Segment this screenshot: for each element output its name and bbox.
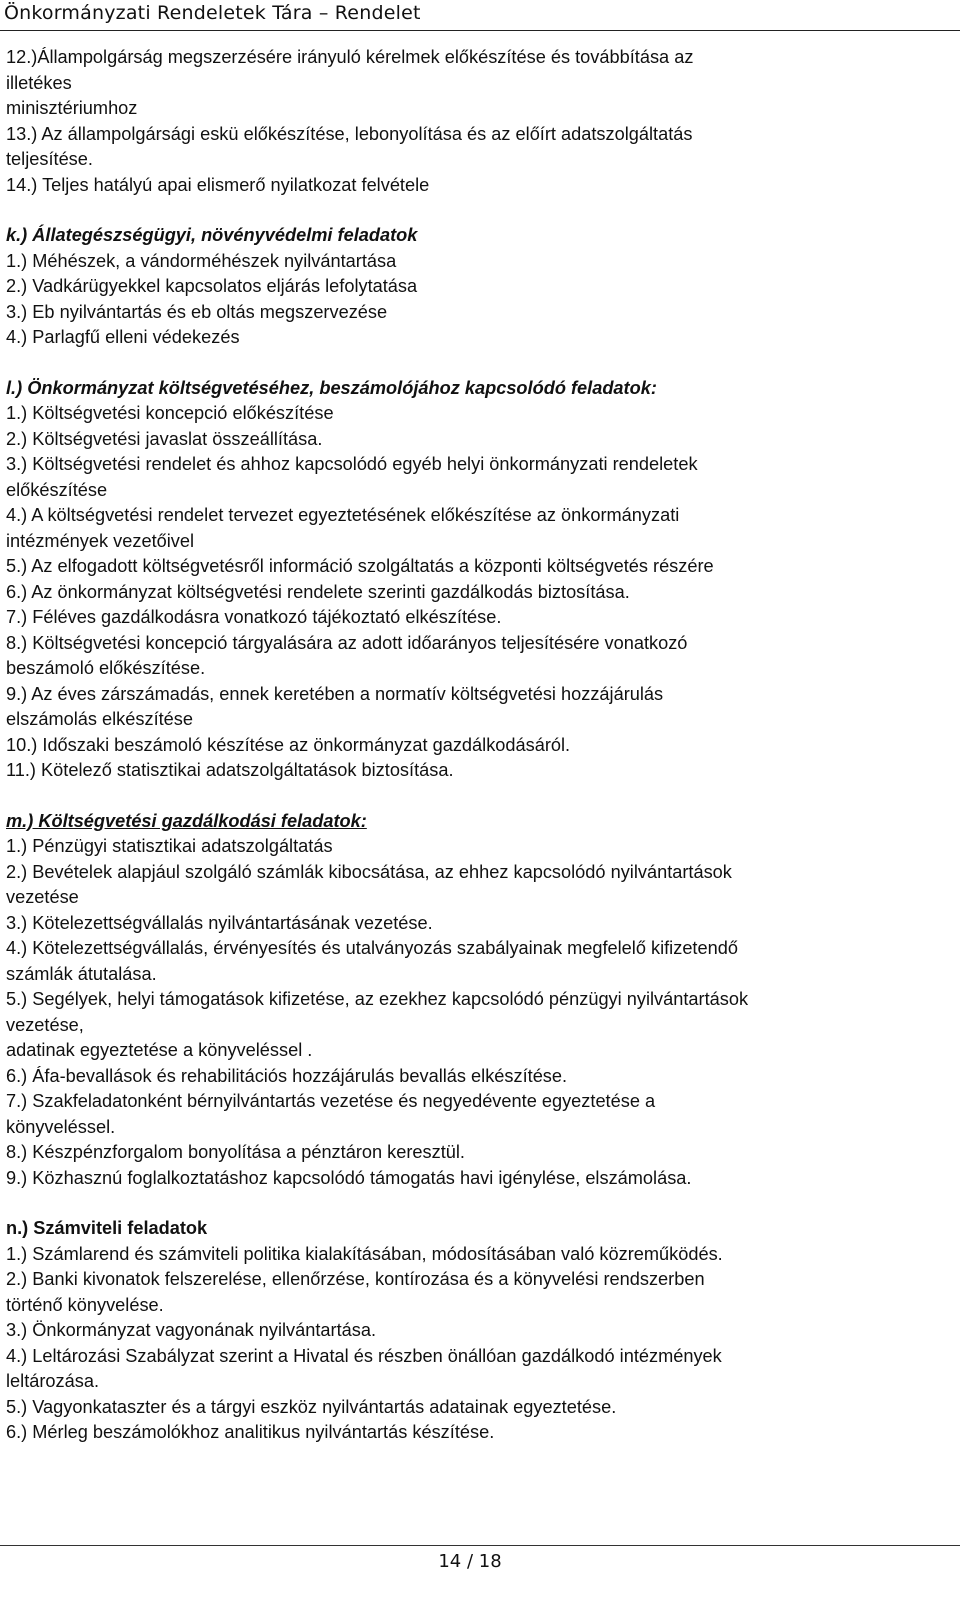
section-heading: k.) Állategészségügyi, növényvédelmi feladatok — [6, 225, 418, 245]
list-item: 6.) Mérleg beszámolókhoz analitikus nyilvántartás készítése. — [6, 1422, 495, 1442]
list-item: 1.) Méhészek, a vándorméhészek nyilvántartása — [6, 250, 397, 271]
section-heading: m.) Költségvetési gazdálkodási feladatok: — [6, 810, 367, 831]
text-line: illetékes — [6, 72, 72, 93]
list-item: 8.) Készpénzforgalom bonyolítása a pénztáron keresztül. — [6, 1142, 465, 1162]
list-item: 2.) Költségvetési javaslat összeállítása. — [6, 428, 323, 449]
list-item: 9.) Közhasznú foglalkoztatáshoz kapcsolódó támogatás havi igénylése, elszámolása. — [6, 1167, 692, 1188]
section-n — [6, 1216, 946, 1446]
list-item: előkészítése — [6, 479, 108, 500]
list-item: vezetése, — [6, 1014, 84, 1035]
list-item: 7.) Féléves gazdálkodásra vonatkozó tájékoztató elkészítése. — [6, 607, 502, 627]
text-line: 12.)Állampolgárság megszerzésére irányuló kérelmek előkészítése és továbbítása az — [6, 47, 694, 67]
section-heading: n.) Számviteli feladatok — [6, 1218, 208, 1238]
list-item: 4.) Kötelezettségvállalás, érvényesítés és utalványozás szabályainak megfelelő kifizetendő — [6, 938, 738, 958]
list-item: 6.) Az önkormányzat költségvetési rendelete szerinti gazdálkodás biztosítása. — [6, 581, 630, 602]
list-item: 3.) Önkormányzat vagyonának nyilvántartása. — [6, 1320, 377, 1340]
list-item: 3.) Kötelezettségvállalás nyilvántartásának vezetése. — [6, 912, 433, 933]
list-item: beszámoló előkészítése. — [6, 658, 206, 678]
list-item: 6.) Áfa-bevallások és rehabilitációs hozzájárulás bevallás elkészítése. — [6, 1065, 568, 1086]
list-item: 3.) Eb nyilvántartás és eb oltás megszervezése — [6, 301, 388, 322]
list-item: vezetése — [6, 887, 79, 907]
list-item: 4.) Parlagfű elleni védekezés — [6, 327, 240, 347]
section-m — [6, 809, 946, 1192]
list-item: intézmények vezetőivel — [6, 530, 195, 551]
list-item: 11.) Kötelező statisztikai adatszolgáltatások biztosítása. — [6, 760, 454, 780]
list-item: 4.) A költségvetési rendelet tervezet egyeztetésének előkészítése az önkormányzati — [6, 505, 680, 525]
page-number: 14 / 18 — [438, 1551, 502, 1572]
list-item: 2.) Bevételek alapjául szolgáló számlák kibocsátása, az ehhez kapcsolódó nyilvántartások — [6, 861, 732, 882]
text-line: teljesítése. — [6, 149, 93, 169]
list-item: 9.) Az éves zárszámadás, ennek keretében a normatív költségvetési hozzájárulás — [6, 683, 664, 704]
footer-divider — [0, 1545, 960, 1546]
list-item: 5.) Vagyonkataszter és a tárgyi eszköz nyilvántartás adatainak egyeztetése. — [6, 1396, 617, 1417]
list-item: leltározása. — [6, 1371, 100, 1391]
list-item: 1.) Pénzügyi statisztikai adatszolgáltatás — [6, 836, 333, 856]
list-item: történő könyvelése. — [6, 1294, 164, 1315]
intro-block — [6, 45, 946, 198]
section-l — [6, 376, 946, 784]
list-item: 1.) Számlarend és számviteli politika kialakításában, módosításában való közreműködés. — [6, 1243, 723, 1264]
text-line: 14.) Teljes hatályú apai elismerő nyilatkozat felvétele — [6, 174, 430, 195]
list-item: 3.) Költségvetési rendelet és ahhoz kapcsolódó egyéb helyi önkormányzati rendeletek — [6, 454, 698, 474]
document-body — [6, 45, 946, 1446]
list-item: 5.) Az elfogadott költségvetésről információ szolgáltatás a központi költségvetés részére — [6, 556, 714, 576]
text-line: minisztériumhoz — [6, 98, 138, 118]
section-heading: l.) Önkormányzat költségvetéséhez, beszámolójához kapcsolódó feladatok: — [6, 377, 657, 398]
list-item: 2.) Vadkárügyekkel kapcsolatos eljárás lefolytatása — [6, 276, 418, 296]
text-line: 13.) Az állampolgársági eskü előkészítése, lebonyolítása és az előírt adatszolgáltatás — [6, 123, 693, 144]
list-item: adatinak egyeztetése a könyveléssel . — [6, 1040, 313, 1060]
list-item: 1.) Költségvetési koncepció előkészítése — [6, 403, 334, 423]
section-k — [6, 223, 946, 351]
list-item: 7.) Szakfeladatonként bérnyilvántartás vezetése és negyedévente egyeztetése a — [6, 1091, 656, 1111]
page-header — [0, 0, 960, 31]
list-item: számlák átutalása. — [6, 963, 157, 984]
list-item: 5.) Segélyek, helyi támogatások kifizetése, az ezekhez kapcsolódó pénzügyi nyilvántartások — [6, 989, 749, 1009]
list-item: könyveléssel. — [6, 1116, 116, 1137]
list-item: 2.) Banki kivonatok felszerelése, ellenőrzése, kontírozása és a könyvelési rendszerben — [6, 1269, 705, 1289]
document-title: Önkormányzati Rendeletek Tára – Rendelet — [4, 2, 421, 24]
list-item: 10.) Időszaki beszámoló készítése az önkormányzat gazdálkodásáról. — [6, 734, 571, 755]
list-item: 8.) Költségvetési koncepció tárgyalására az adott időarányos teljesítésére vonatkozó — [6, 632, 688, 653]
list-item: elszámolás elkészítése — [6, 709, 194, 729]
list-item: 4.) Leltározási Szabályzat szerint a Hivatal és részben önállóan gazdálkodó intézmények — [6, 1345, 722, 1366]
